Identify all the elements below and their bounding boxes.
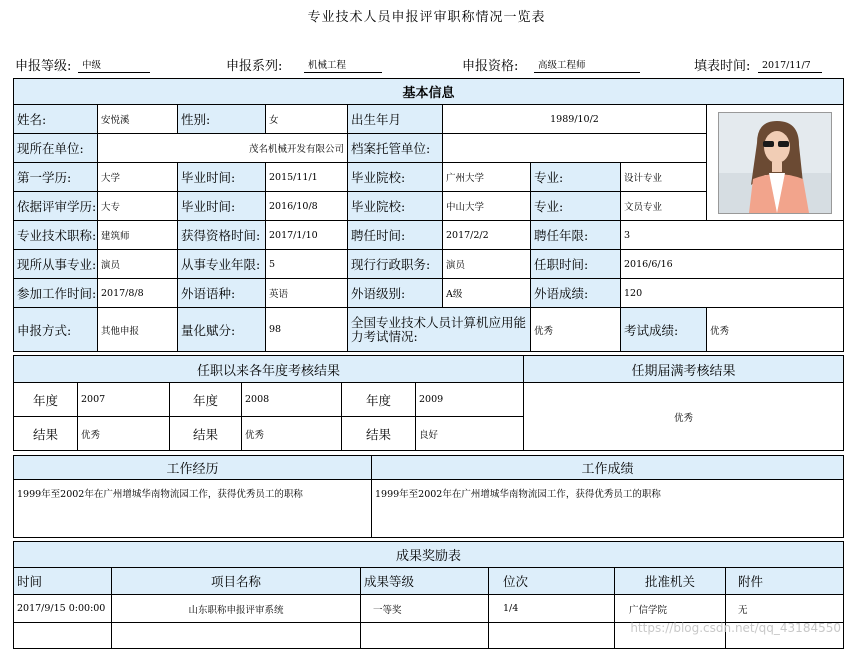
school1-label: 毕业院校: <box>348 163 443 192</box>
term-value: 2016/6/16 <box>621 250 844 279</box>
series-label: 申报系列: <box>226 59 283 74</box>
admin-value: 演员 <box>443 250 531 279</box>
langlvl-value: A级 <box>443 279 531 308</box>
admin-label: 现行行政职务: <box>348 250 443 279</box>
year-label-2: 年度 <box>170 383 242 417</box>
award-grade: 一等奖 <box>361 595 489 623</box>
quant-label: 量化赋分: <box>178 308 266 352</box>
work-start-label: 参加工作时间: <box>14 279 98 308</box>
table-row <box>14 595 844 623</box>
basic-info-heading: 基本信息 <box>14 79 844 105</box>
award-time: 2017/9/15 0:00:00 <box>14 595 112 623</box>
title-value: 建筑师 <box>98 221 178 250</box>
year-value-2: 2008 <box>242 383 342 417</box>
term-end-result: 优秀 <box>524 383 844 451</box>
page-title: 专业技术人员申报评审职称情况一览表 <box>307 10 546 25</box>
school2-label: 毕业院校: <box>348 192 443 221</box>
years-label: 从事专业年限: <box>178 250 266 279</box>
result-label-3: 结果 <box>342 417 416 451</box>
result-label-2: 结果 <box>170 417 242 451</box>
basic-info-table <box>13 78 844 352</box>
grad1-label: 毕业时间: <box>178 163 266 192</box>
grad2-label: 毕业时间: <box>178 192 266 221</box>
name-value: 安悦溪 <box>98 105 178 134</box>
major2-label: 专业: <box>531 192 621 221</box>
annual-heading: 任职以来各年度考核结果 <box>14 356 524 383</box>
award-attachment: 无 <box>726 595 844 623</box>
hire-value: 2017/2/2 <box>443 221 531 250</box>
unit-value: 茂名机械开发有限公司 <box>98 134 348 163</box>
gender-value: 女 <box>266 105 348 134</box>
gender-label: 性别: <box>178 105 266 134</box>
work-history-heading: 工作经历 <box>14 456 372 480</box>
result-value-3: 良好 <box>416 417 524 451</box>
year-value-3: 2009 <box>416 383 524 417</box>
edu1-value: 大学 <box>98 163 178 192</box>
term-end-heading: 任期届满考核结果 <box>524 356 844 383</box>
term-label: 任职时间: <box>531 250 621 279</box>
exam-score-label: 考试成绩: <box>621 308 707 352</box>
level-label: 申报等级: <box>15 59 72 74</box>
awards-col-rank: 位次 <box>489 568 615 595</box>
awards-col-project: 项目名称 <box>112 568 361 595</box>
langscore-label: 外语成绩: <box>531 279 621 308</box>
year-label-3: 年度 <box>342 383 416 417</box>
major2-value: 文员专业 <box>621 192 707 221</box>
awards-heading: 成果奖励表 <box>14 542 844 568</box>
edu2-label: 依据评审学历: <box>14 192 98 221</box>
grad1-value: 2015/11/1 <box>266 163 348 192</box>
year-label-1: 年度 <box>14 383 78 417</box>
curmajor-value: 演员 <box>98 250 178 279</box>
edu1-label: 第一学历: <box>14 163 98 192</box>
result-value-2: 优秀 <box>242 417 342 451</box>
curmajor-label: 现所从事专业: <box>14 250 98 279</box>
hireyears-value: 3 <box>621 221 844 250</box>
name-label: 姓名: <box>14 105 98 134</box>
grad2-value: 2016/10/8 <box>266 192 348 221</box>
obtain-label: 获得资格时间: <box>178 221 266 250</box>
year-value-1: 2007 <box>78 383 170 417</box>
qual-label: 申报资格: <box>462 59 519 74</box>
date-value: 2017/11/7 <box>758 59 822 73</box>
years-value: 5 <box>266 250 348 279</box>
award-rank: 1/4 <box>489 595 615 623</box>
annual-assessment-table <box>13 355 844 451</box>
work-achievement-value: 1999年至2002年在广州增城华南物流园工作，获得优秀员工的职称 <box>372 480 844 538</box>
work-start-value: 2017/8/8 <box>98 279 178 308</box>
computer-exam-label: 全国专业技术人员计算机应用能力考试情况: <box>348 308 531 352</box>
langlvl-label: 外语级别: <box>348 279 443 308</box>
birth-label: 出生年月 <box>348 105 443 134</box>
lang-label: 外语语种: <box>178 279 266 308</box>
school2-value: 中山大学 <box>443 192 531 221</box>
watermark: https://blog.csdn.net/qq_43184550 <box>630 621 841 635</box>
photo-cell <box>707 105 844 221</box>
result-label-1: 结果 <box>14 417 78 451</box>
awards-col-attachment: 附件 <box>726 568 844 595</box>
method-value: 其他申报 <box>98 308 178 352</box>
level-value: 中级 <box>78 59 150 73</box>
school1-value: 广州大学 <box>443 163 531 192</box>
major1-value: 设计专业 <box>621 163 707 192</box>
series-value: 机械工程 <box>304 59 382 73</box>
computer-exam-value: 优秀 <box>531 308 621 352</box>
hireyears-label: 聘任年限: <box>531 221 621 250</box>
work-achievement-heading: 工作成绩 <box>372 456 844 480</box>
title-label: 专业技术职称: <box>14 221 98 250</box>
langscore-value: 120 <box>621 279 844 308</box>
edu2-value: 大专 <box>98 192 178 221</box>
archive-label: 档案托管单位: <box>348 134 443 163</box>
hire-label: 聘任时间: <box>348 221 443 250</box>
obtain-value: 2017/1/10 <box>266 221 348 250</box>
result-value-1: 优秀 <box>78 417 170 451</box>
work-history-value: 1999年至2002年在广州增城华南物流园工作，获得优秀员工的职称 <box>14 480 372 538</box>
date-label: 填表时间: <box>694 59 751 74</box>
applicant-photo <box>718 112 832 214</box>
awards-col-authority: 批准机关 <box>615 568 726 595</box>
awards-col-time: 时间 <box>14 568 112 595</box>
work-table <box>13 455 844 538</box>
award-project: 山东职称申报评审系统 <box>112 595 361 623</box>
award-authority: 广信学院 <box>615 595 726 623</box>
lang-value: 英语 <box>266 279 348 308</box>
exam-score-value: 优秀 <box>707 308 844 352</box>
method-label: 申报方式: <box>14 308 98 352</box>
birth-value: 1989/10/2 <box>443 105 707 134</box>
awards-col-grade: 成果等级 <box>361 568 489 595</box>
qual-value: 高级工程师 <box>534 59 640 73</box>
archive-value <box>443 134 707 163</box>
quant-value: 98 <box>266 308 348 352</box>
unit-label: 现所在单位: <box>14 134 98 163</box>
major1-label: 专业: <box>531 163 621 192</box>
